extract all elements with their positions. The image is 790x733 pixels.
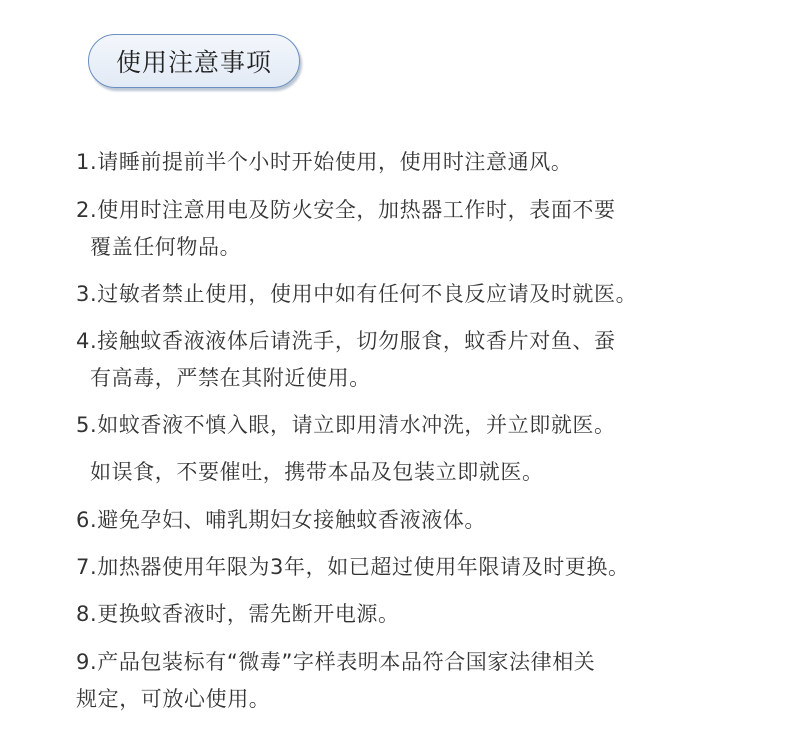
- note-5-line-1: 5.如蚊香液不慎入眼，请立即用清水冲洗，并立即就医。: [76, 413, 616, 437]
- note-4-line-2: 有高毒，严禁在其附近使用。: [90, 366, 371, 390]
- note-9-line-1: 9.产品包装标有“微毒”字样表明本品符合国家法律相关: [76, 650, 596, 674]
- note-5-line-2: 如误食，不要催吐，携带本品及包装立即就医。: [90, 460, 544, 484]
- note-6-line-1: 6.避免孕妇、哺乳期妇女接触蚊香液液体。: [76, 508, 487, 532]
- note-8-line-1: 8.更换蚊香液时，需先断开电源。: [76, 602, 400, 626]
- note-4-line-1: 4.接触蚊香液液体后请洗手，切勿服食，蚊香片对鱼、蚕: [76, 329, 616, 353]
- note-7-line-1: 7.加热器使用年限为3年，如已超过使用年限请及时更换。: [76, 555, 630, 579]
- note-3-line-1: 3.过敏者禁止使用，使用中如有任何不良反应请及时就医。: [76, 282, 638, 306]
- note-2-line-1: 2.使用时注意用电及防火安全，加热器工作时，表面不要: [76, 198, 616, 222]
- note-2-line-2: 覆盖任何物品。: [90, 235, 242, 259]
- note-9-line-2: 规定，可放心使用。: [76, 687, 271, 711]
- section-title: 使用注意事项: [115, 48, 272, 77]
- note-1-line-1: 1.请睡前提前半个小时开始使用，使用时注意通风。: [76, 150, 573, 174]
